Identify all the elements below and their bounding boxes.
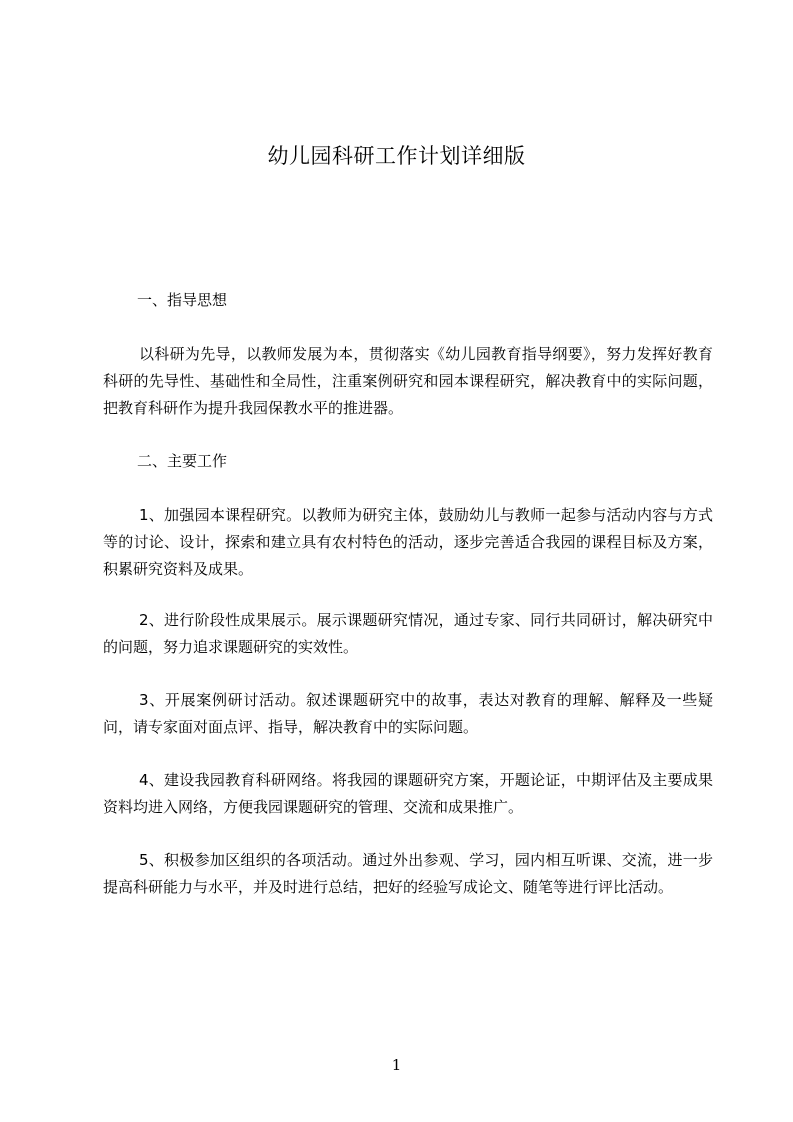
paragraph-work-item-3: 3、开展案例研讨活动。叙述课题研究中的故事，表达对教育的理解、解释及一些疑问，请专家面对面点评、指导，解决教育中的实际问题。 — [103, 691, 713, 736]
paragraph-work-item-5: 5、积极参加区组织的各项活动。通过外出参观、学习，园内相互听课、交流，进一步提高科研能力与水平，并及时进行总结，把好的经验写成论文、随笔等进行评比活动。 — [103, 851, 713, 896]
paragraph-work-item-4: 4、建设我园教育科研网络。将我园的课题研究方案，开题论证，中期评估及主要成果资料均进入网络，方便我园课题研究的管理、交流和成果推广。 — [103, 771, 713, 816]
section-heading-main-work: 二、主要工作 — [137, 452, 228, 470]
document-title: 幼儿园科研工作计划详细版 — [267, 144, 526, 168]
paragraph-work-item-1: 1、加强园本课程研究。以教师为研究主体，鼓励幼儿与教师一起参与活动内容与方式等的讨论、设计，探索和建立具有农村特色的活动，逐步完善适合我园的课程目标及方案，积累研究资料及成果。 — [103, 506, 713, 578]
paragraph-guiding-ideology: 以科研为先导，以教师发展为本，贯彻落实《幼儿园教育指导纲要》，努力发挥好教育科研的先导性、基础性和全局性，注重案例研究和园本课程研究，解决教育中的实际问题，把教育科研作为提升我园保教水平的推进器。 — [103, 345, 713, 417]
section-heading-guiding-ideology: 一、指导思想 — [137, 291, 228, 309]
page-number: 1 — [391, 1056, 402, 1074]
paragraph-work-item-2: 2、进行阶段性成果展示。展示课题研究情况，通过专家、同行共同研讨，解决研究中的问题，努力追求课题研究的实效性。 — [103, 611, 713, 656]
